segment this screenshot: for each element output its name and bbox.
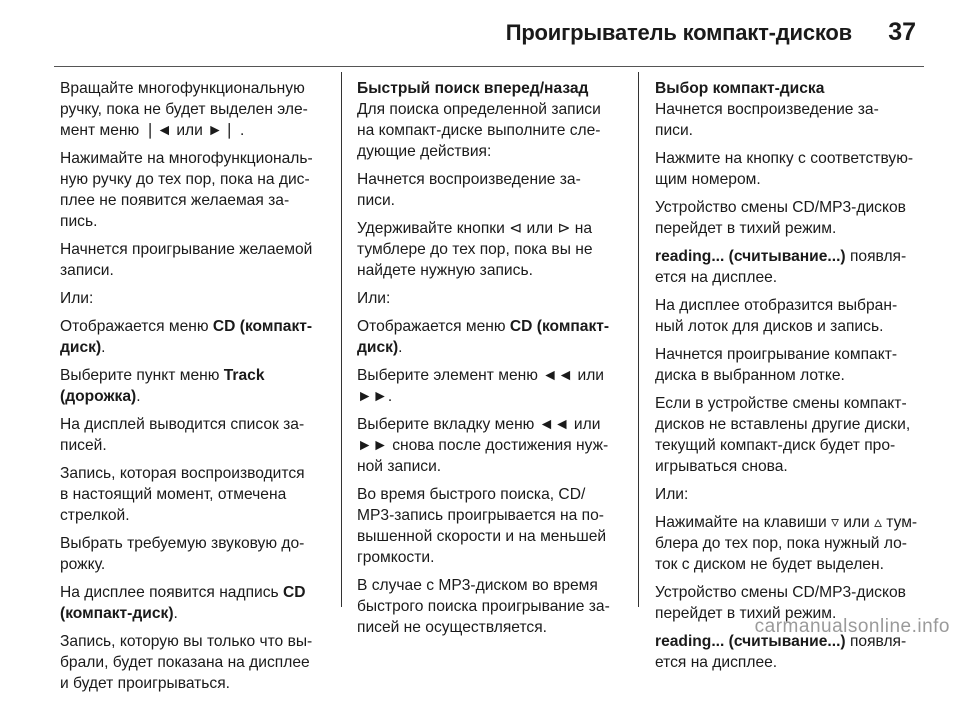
paragraph: Вращайте многофункциональную ручку, пока не будет выделен эле- мент меню ❘◄ или ►❘ . xyxy=(60,80,308,139)
paragraph: Если в устройстве смены компакт- дисков не вставлены другие диски, текущий компакт-диск будет про- игрываться снова. xyxy=(655,395,911,475)
paragraph: reading... (считывание...) появля- ется на дисплее. xyxy=(655,633,907,671)
paragraph: Устройство смены CD/MP3-дисков перейдет в тихий режим. xyxy=(655,199,906,237)
paragraph: В случае с MP3-диском во время быстрого поиска проигрывание за- писей не осуществляется. xyxy=(357,577,610,636)
paragraph: Начнется воспроизведение за- писи. xyxy=(357,171,581,209)
paragraph: Начнется проигрывание компакт- диска в выбранном лотке. xyxy=(655,346,898,384)
paragraph: Начнется воспроизведение за- писи. xyxy=(655,101,879,139)
paragraph: Или: xyxy=(655,486,689,503)
column-divider-2 xyxy=(638,72,639,607)
paragraph: На дисплей выводится список за- писей. xyxy=(60,416,305,454)
paragraph: Запись, которую вы только что вы- брали, будет показана на дисплее и будет проигрываться. xyxy=(60,633,313,692)
page-number: 37 xyxy=(888,18,916,46)
paragraph: reading... (считывание...) появля- ется на дисплее. xyxy=(655,248,907,286)
paragraph: Устройство смены CD/MP3-дисков перейдет в тихий режим. xyxy=(655,584,906,622)
paragraph: Выберите пункт меню Track (дорожка). xyxy=(60,367,265,405)
paragraph: Нажимайте на многофункциональ- ную ручку до тех пор, пока на дис- плее не появится желаемая за- пись. xyxy=(60,150,313,230)
paragraph: Для поиска определенной записи на компакт-диске выполните сле- дующие действия: xyxy=(357,101,601,160)
watermark: carmanualsonline.info xyxy=(754,616,950,637)
paragraph: Или: xyxy=(60,290,94,307)
column-1 xyxy=(60,78,332,701)
section-heading: Быстрый поиск вперед/назад xyxy=(357,80,589,97)
paragraph: Нажимайте на клавиши ▿ или ▵ тум- блера до тех пор, пока нужный ло- ток с диском не будет выделен. xyxy=(655,514,918,573)
column-divider-1 xyxy=(341,72,342,607)
page-title: Проигрыватель компакт-дисков xyxy=(505,20,852,45)
paragraph: Выбрать требуемую звуковую до- рожку. xyxy=(60,535,305,573)
paragraph: Выберите элемент меню ◄◄ или ►►. xyxy=(357,367,605,405)
paragraph: Нажмите на кнопку с соответствую- щим номером. xyxy=(655,150,914,188)
header-rule xyxy=(54,66,924,67)
column-3 xyxy=(655,78,927,680)
section-heading: Выбор компакт-диска xyxy=(655,80,825,97)
paragraph: Отображается меню CD (компакт- диск). xyxy=(60,318,313,356)
paragraph: Отображается меню CD (компакт- диск). xyxy=(357,318,610,356)
paragraph: Выберите вкладку меню ◄◄ или ►► снова после достижения нуж- ной записи. xyxy=(357,416,609,475)
column-2 xyxy=(357,78,629,645)
paragraph: Или: xyxy=(357,290,391,307)
paragraph: Удерживайте кнопки ⊲ или ⊳ на тумблере до тех пор, пока вы не найдете нужную запись. xyxy=(357,220,593,279)
page-header xyxy=(0,0,960,66)
paragraph: Во время быстрого поиска, CD/ MP3-запись проигрывается на по- вышенной скорости и на меньшей громкости. xyxy=(357,486,607,566)
paragraph: На дисплее появится надпись CD (компакт-диск). xyxy=(60,584,306,622)
paragraph: Начнется проигрывание желаемой записи. xyxy=(60,241,313,279)
paragraph: На дисплее отобразится выбран- ный лоток для дисков и запись. xyxy=(655,297,898,335)
paragraph: Запись, которая воспроизводится в настоящий момент, отмечена стрелкой. xyxy=(60,465,305,524)
